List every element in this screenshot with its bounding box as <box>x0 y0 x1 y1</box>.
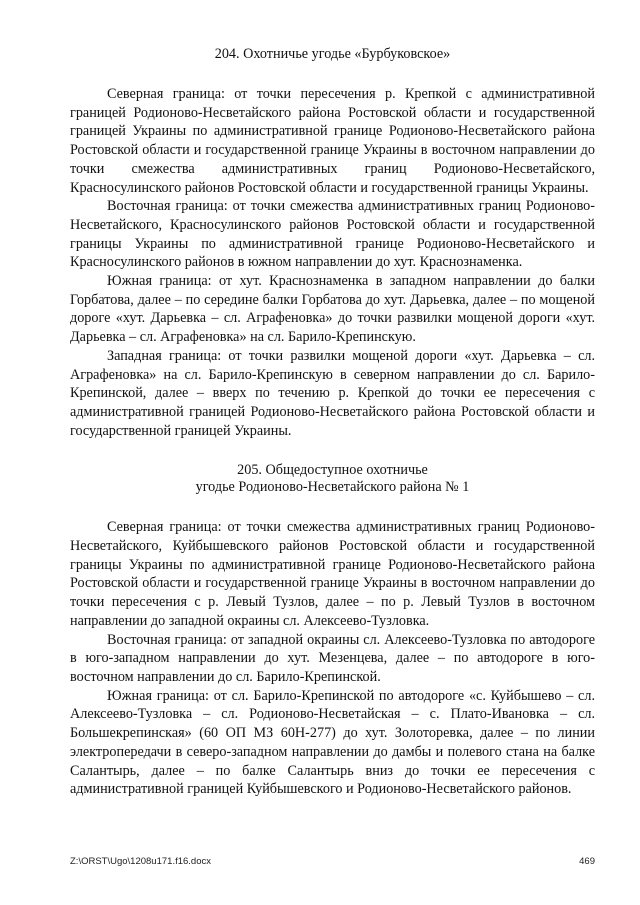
section-204-south-border: Южная граница: от хут. Краснознаменка в западном направлении до балки Горбатова, далее – по середине балки Горбатова до хут. Дарьевка, далее – по мощеной дороге «хут. Дарьевка – сл. Аграфеновка» до точки развилки мощеной дороги «хут. Дарьевка – сл. Аграфеновка» на сл. Барило-Крепинскую. <box>70 273 595 346</box>
section-205-east-border: Восточная граница: от западной окраины сл. Алексеево-Тузловка по автодороге в юго-западном направлении до хут. Мезенцева, далее – по автодороге в юго-восточном направлении до сл. Барило-Крепинской. <box>70 631 595 685</box>
footer-file-path: Z:\ORST\Ugo\1208u171.f16.docx <box>70 856 211 867</box>
document-page <box>70 46 595 799</box>
section-205-title-line2: угодье Родионово-Несветайского района № 1 <box>195 479 470 496</box>
section-204-title: 204. Охотничье угодье «Бурбуковское» <box>214 46 451 62</box>
section-205-title <box>70 462 595 496</box>
page-footer <box>70 856 595 868</box>
section-205-south-border: Южная граница: от сл. Барило-Крепинской по автодороге «с. Куйбышево – сл. Алексеево-Тузловка – сл. Родионово-Несветайская – с. Плато-Ивановка – сл. Большекрепинская» (60 ОП МЗ 60Н-277) до хут. Золоторевка, далее – по линии электропередачи в северо-западном направлении до дамбы и полевого стана на балке Салантырь, далее – по балке Салантырь вниз до точки ее пересечения с административной границей Куйбышевского и Родионово-Несветайского районов. <box>70 687 595 798</box>
footer-page-number: 469 <box>579 856 595 867</box>
section-205-north-border: Северная граница: от точки смежества административных границ Родионово-Несветайского, Куйбышевского районов Ростовской области и государственной границы Украины по административной границе Родионово-Несветайского района Ростовской области и государственной границе Украины в восточном направлении до точки пересечения с р. Левый Тузлов, далее – по р. Левый Тузлов в восточном направлении до западной окраины сл. Алексеево-Тузловка. <box>70 519 595 629</box>
section-204-east-border: Восточная граница: от точки смежества административных границ Родионово-Несветайского, Красносулинского районов Ростовской области и государственной границы Украины по административной границе Родионово-Несветайского и Красносулинского районов в южном направлении до хут. Краснознаменка. <box>70 198 595 271</box>
section-205-title-line1: 205. Общедоступное охотничье <box>237 462 428 479</box>
section-204-west-border: Западная граница: от точки развилки мощеной дороги «хут. Дарьевка – сл. Аграфеновка» на сл. Барило-Крепинскую в северном направлении до сл. Барило-Крепинской, далее – вверх по течению р. Крепкой до точки ее пересечения с административной границей Родионово-Несветайского района Ростовской области и государственной границей Украины. <box>70 347 595 439</box>
section-204-north-border: Северная граница: от точки пересечения р. Крепкой с административной границей Родионово-Несветайского района Ростовской области и государственной границей Украины по административной границе Родионово-Несветайского района Ростовской области и государственной границе Украины в восточном направлении до точки смежества административных границ Родионово-Несветайского, Красносулинского районов Ростовской области и государственной границы Украины. <box>70 86 595 196</box>
